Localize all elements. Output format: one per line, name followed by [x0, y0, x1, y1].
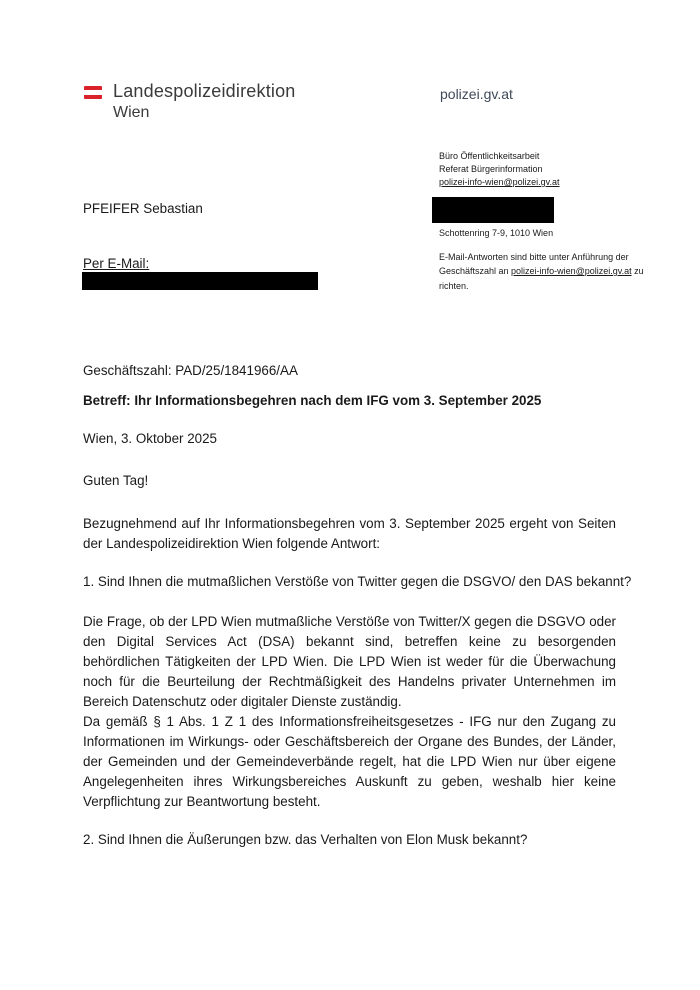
org-city: Wien	[113, 104, 150, 121]
reply-note-line-2	[439, 266, 644, 276]
answer-1-paragraph-1: Die Frage, ob der LPD Wien mutmaßliche Verstöße von Twitter/X gegen die DSGVO oder den Digital Services Act (DSA) bekannt sind, betreffen keine zu besorgenden behördlichen Tätigkeiten der LPD Wien. Die LPD Wien ist weder für die Überwachung noch für die Beurteilung der Rechtmäßigkeit des Handelns privater Unternehmen im Bereich Datenschutz oder digitaler Dienste zuständig.	[83, 614, 616, 709]
greeting: Guten Tag!	[83, 473, 149, 488]
redacted-email	[82, 272, 318, 290]
sender-unit: Referat Bürgerinformation	[439, 164, 543, 174]
org-name: Landespolizeidirektion	[113, 81, 296, 101]
reply-note-suffix: zu	[631, 266, 644, 276]
website-link[interactable]: polizei.gv.at	[440, 86, 513, 102]
reply-note-prefix: Geschäftszahl an	[439, 266, 512, 276]
question-1: 1. Sind Ihnen die mutmaßlichen Verstöße von Twitter gegen die DSGVO/ den DAS bekannt?	[83, 574, 632, 589]
subject-line: Betreff: Ihr Informationsbegehren nach dem IFG vom 3. September 2025	[83, 393, 542, 408]
question-2: 2. Sind Ihnen die Äußerungen bzw. das Verhalten von Elon Musk bekannt?	[83, 832, 528, 847]
recipient-name: PFEIFER Sebastian	[83, 201, 203, 216]
letter-date: Wien, 3. Oktober 2025	[83, 431, 217, 446]
sender-department: Büro Öffentlichkeitsarbeit	[439, 151, 540, 161]
intro-paragraph: Bezugnehmend auf Ihr Informationsbegehren vom 3. September 2025 ergeht von Seiten der Landespolizeidirektion Wien folgende Antwort:	[83, 516, 616, 551]
reply-note-line-3: richten.	[439, 281, 469, 291]
redacted-block	[432, 197, 554, 223]
answer-1-paragraph-2: Da gemäß § 1 Abs. 1 Z 1 des Informationsfreiheitsgesetzes - IFG nur den Zugang zu Informationen im Wirkungs- oder Geschäftsbereich der Organe des Bundes, der Länder, der Gemeinden und der Gemeindeverbände regelt, hat die LPD Wien nur über eigene Angelegenheiten ihres Wirkungsbereiches Auskunft zu geben, weshalb hier keine Verpflichtung zur Beantwortung besteht.	[83, 714, 616, 809]
sender-address: Schottenring 7-9, 1010 Wien	[439, 228, 554, 238]
austria-flag-icon	[84, 86, 102, 99]
delivery-label: Per E-Mail:	[83, 256, 150, 271]
reply-email-link[interactable]: polizei-info-wien@polizei.gv.at	[511, 266, 632, 276]
reply-note-line-1: E-Mail-Antworten sind bitte unter Anführung der	[439, 252, 629, 262]
reference-number: Geschäftszahl: PAD/25/1841966/AA	[83, 363, 298, 378]
sender-email-link[interactable]: polizei-info-wien@polizei.gv.at	[439, 177, 560, 187]
